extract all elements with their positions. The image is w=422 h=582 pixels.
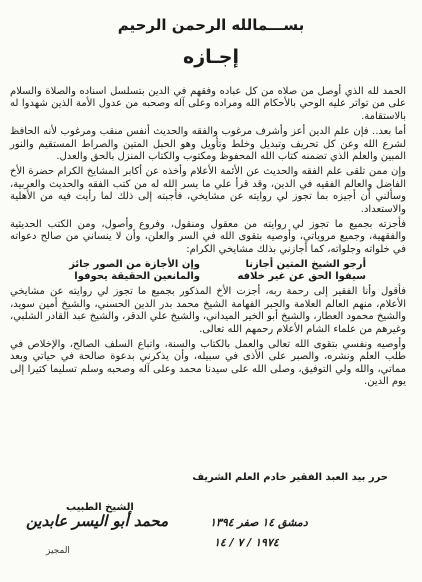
gregorian-date: ١٩٧٤ / ٧ / ١٤ <box>214 536 279 549</box>
closing-line: حرر بيد العبد الفقير خادم العلم الشريف <box>192 472 388 483</box>
verse-line: والمانعين الحقيقة يحوفوا <box>74 271 200 283</box>
document-body <box>10 86 406 392</box>
signer-role: المجيز <box>46 546 70 556</box>
verse-line: أرجو الشيخ المتين أجازنا <box>245 259 366 271</box>
verse-line: وإن الأجازة من الصور جائز <box>69 259 200 271</box>
paragraph: الحمد لله الذي أوصل من صلاه من كل عباده وفقهم في الدين بتسلسل اسناده والصلاة والسلام على من تواتر عليه الوحي بالأحكام الله ومراده وعلى آله وصحبه من عدول الأمة الذين شهدوا له بالاستقامة. <box>10 86 406 122</box>
verse-line: سيفوا الحق عن غير خلافه <box>237 271 366 283</box>
paragraph: وأوصيه ونفسي بتقوى الله تعالى والعمل بالكتاب والسنة، واتباع السلف الصالح، والإخلاص في طلب العلم ونشره، والصبر على الأذى في سبيله، وأن يذكرني بدعوة صالحة في حياتي وبعد مماتي، والله ولي التوفيق، وصلى الله على سيدنا محمد وعلى آله وصحبه وسلم تسليما كثيرا إلى يوم الدين. <box>10 338 406 388</box>
signer-name: محمد أبو اليسر عابدين <box>26 512 169 530</box>
paragraph: وإن ممن تلقى علم الفقه والحديث عن الأئمة الأعلام وأخذه عن أكابر المشايخ الكرام حضرة الأخ الفاضل والعالم الفقيه في الدين، وقد قرأ علي ما يسر الله له من كتب الفقه والحديث والعربية، وسألني أن أجيزه بما تجوز لي روايته عن مشايخي، فأجبته إلى ذلك لما رأيت فيه من الأهلية والاستعداد. <box>10 166 406 215</box>
paragraph: فأجزته بجميع ما تجوز لي روايته من معقول ومنقول، وفروع وأصول، ومن الكتب الحديثية والفقهية، وجميع مروياتي، وأوصيه بتقوى الله في السر والعلن، وأن لا ينساني من صالح دعواته في خلواته وجلواته، كما أجازني بذلك مشايخي الكرام: <box>10 219 406 255</box>
document-title: إجـازه <box>183 46 239 68</box>
hijri-date: دمشق ١٤ صفر ١٣٩٤ <box>210 516 308 529</box>
basmala-heading: بســـمالله الرحمن الرحيم <box>117 16 305 34</box>
poem-verses <box>50 259 366 283</box>
paragraph: أما بعد.. فإن علم الدين أعز وأشرف مرغوب والفقه والحديث أنفس منقب ومرغوب لأنه الحافظ لشرع الله وعن كل تحريف وتبديل وخلط وتأويل وهو الحبل المتين والصراط المستقيم والنور المبين والعلم الذي تضمنه كتاب الله المحفوظ ومكتوب والكتاب المنزل بالحق والعدل. <box>10 126 406 163</box>
paragraph: فأقول وأنا الفقير إلى رحمة ربه، أجزت الأخ المذكور بجميع ما تجوز لي روايته عن مشايخي الأعلام، منهم العالم العلامة والحبر الفهامة الشيخ محمد بدر الدين الحسني، والشيخ أمين سويد، والشيخ محمود العطار، والشيخ أبو الخير الميداني، والشيخ علي الدقر، والشيخ عبد القادر الشلبي، وغيرهم من علماء الشام الأعلام رحمهم الله تعالى. <box>10 286 406 335</box>
signer-title: الشيخ الطبيب <box>66 502 134 513</box>
